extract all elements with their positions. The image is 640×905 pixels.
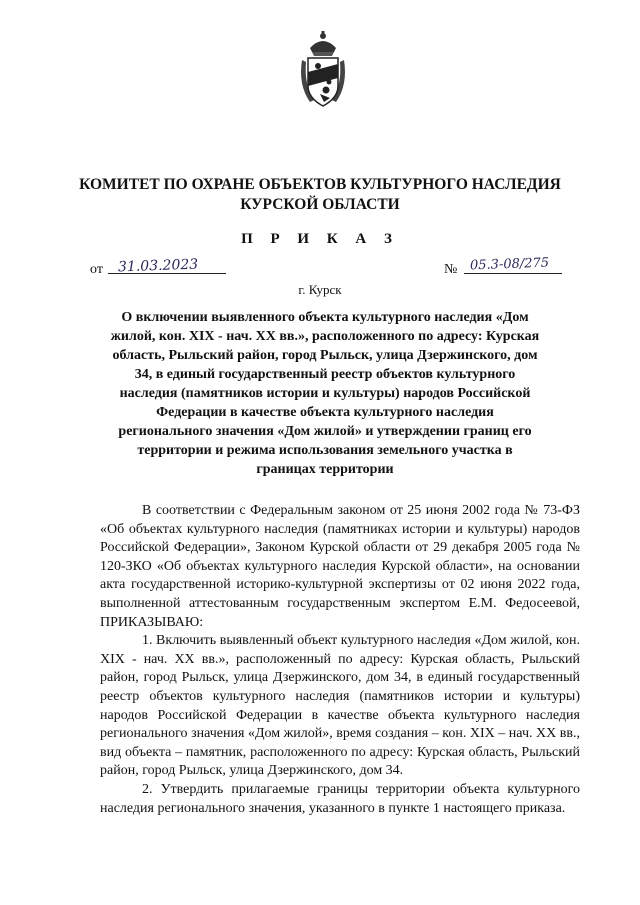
order-body (100, 502, 580, 818)
date-prefix: от (90, 262, 103, 277)
order-subject: О включении выявленного объекта культурного наследия «Дом жилой, кон. XIX - нач. XX вв.», расположенного по адресу: Курская область, Рыльский район, город Рыльск, улица Дзержинского, дом 34, в единый государственный реестр объектов культурного наследия (памятников истории и культуры) народов Российской Федерации в качестве объекта культурного наследия регионального значения «Дом жилой» и утверждении границ его территории и режима использования земельного участка в границах территории (110, 310, 540, 477)
handwritten-number: 05.3-08/275 (469, 255, 550, 274)
number-prefix: № (444, 262, 458, 277)
city-name: г. Курск (298, 282, 342, 297)
coat-of-arms-emblem (296, 30, 350, 110)
number-underline (464, 273, 562, 274)
committee-title-line1: КОМИТЕТ ПО ОХРАНЕ ОБЪЕКТОВ КУЛЬТУРНОГО НАСЛЕДИЯ (79, 176, 561, 193)
committee-title-line2: КУРСКОЙ ОБЛАСТИ (240, 196, 400, 213)
preamble-paragraph: В соответствии с Федеральным законом от 25 июня 2002 года № 73-ФЗ «Об объектах культурного наследия (памятниках истории и культуры) народов Российской Федерации», Законом Курской области от 29 декабря 2005 года № 120-ЗКО «Об объектах культурного наследия Курской области», на основании акта государственной историко-культурной экспертизы от 02 июня 2022 года, выполненной аттестованным государственным экспертом Е.М. Федосеевой, ПРИКАЗЫВАЮ: (100, 503, 580, 630)
handwritten-date: 31.03.2023 (117, 256, 199, 276)
item-2-paragraph: 2. Утвердить прилагаемые границы территории объекта культурного наследия регионального значения, указанного в пункте 1 настоящего приказа. (100, 781, 580, 816)
committee-title (60, 175, 580, 215)
item-1-paragraph: 1. Включить выявленный объект культурного наследия «Дом жилой, кон. XIX - нач. XX вв.», расположенный по адресу: Курская область, Рыльский район, город Рыльск, улица Дзержинского, дом 34, в единый государственный реестр объектов культурного наследия (памятников истории и культуры) народов Российской Федерации в качестве объекта культурного наследия регионального значения «Дом жилой», время создания – кон. XIX – нач. XX вв., вид объекта – памятник, расположенного по адресу: Курская область, Рыльский район, город Рыльск, улица Дзержинского, дом 34. (100, 633, 580, 779)
document-type-heading: П Р И К А З (241, 231, 399, 247)
